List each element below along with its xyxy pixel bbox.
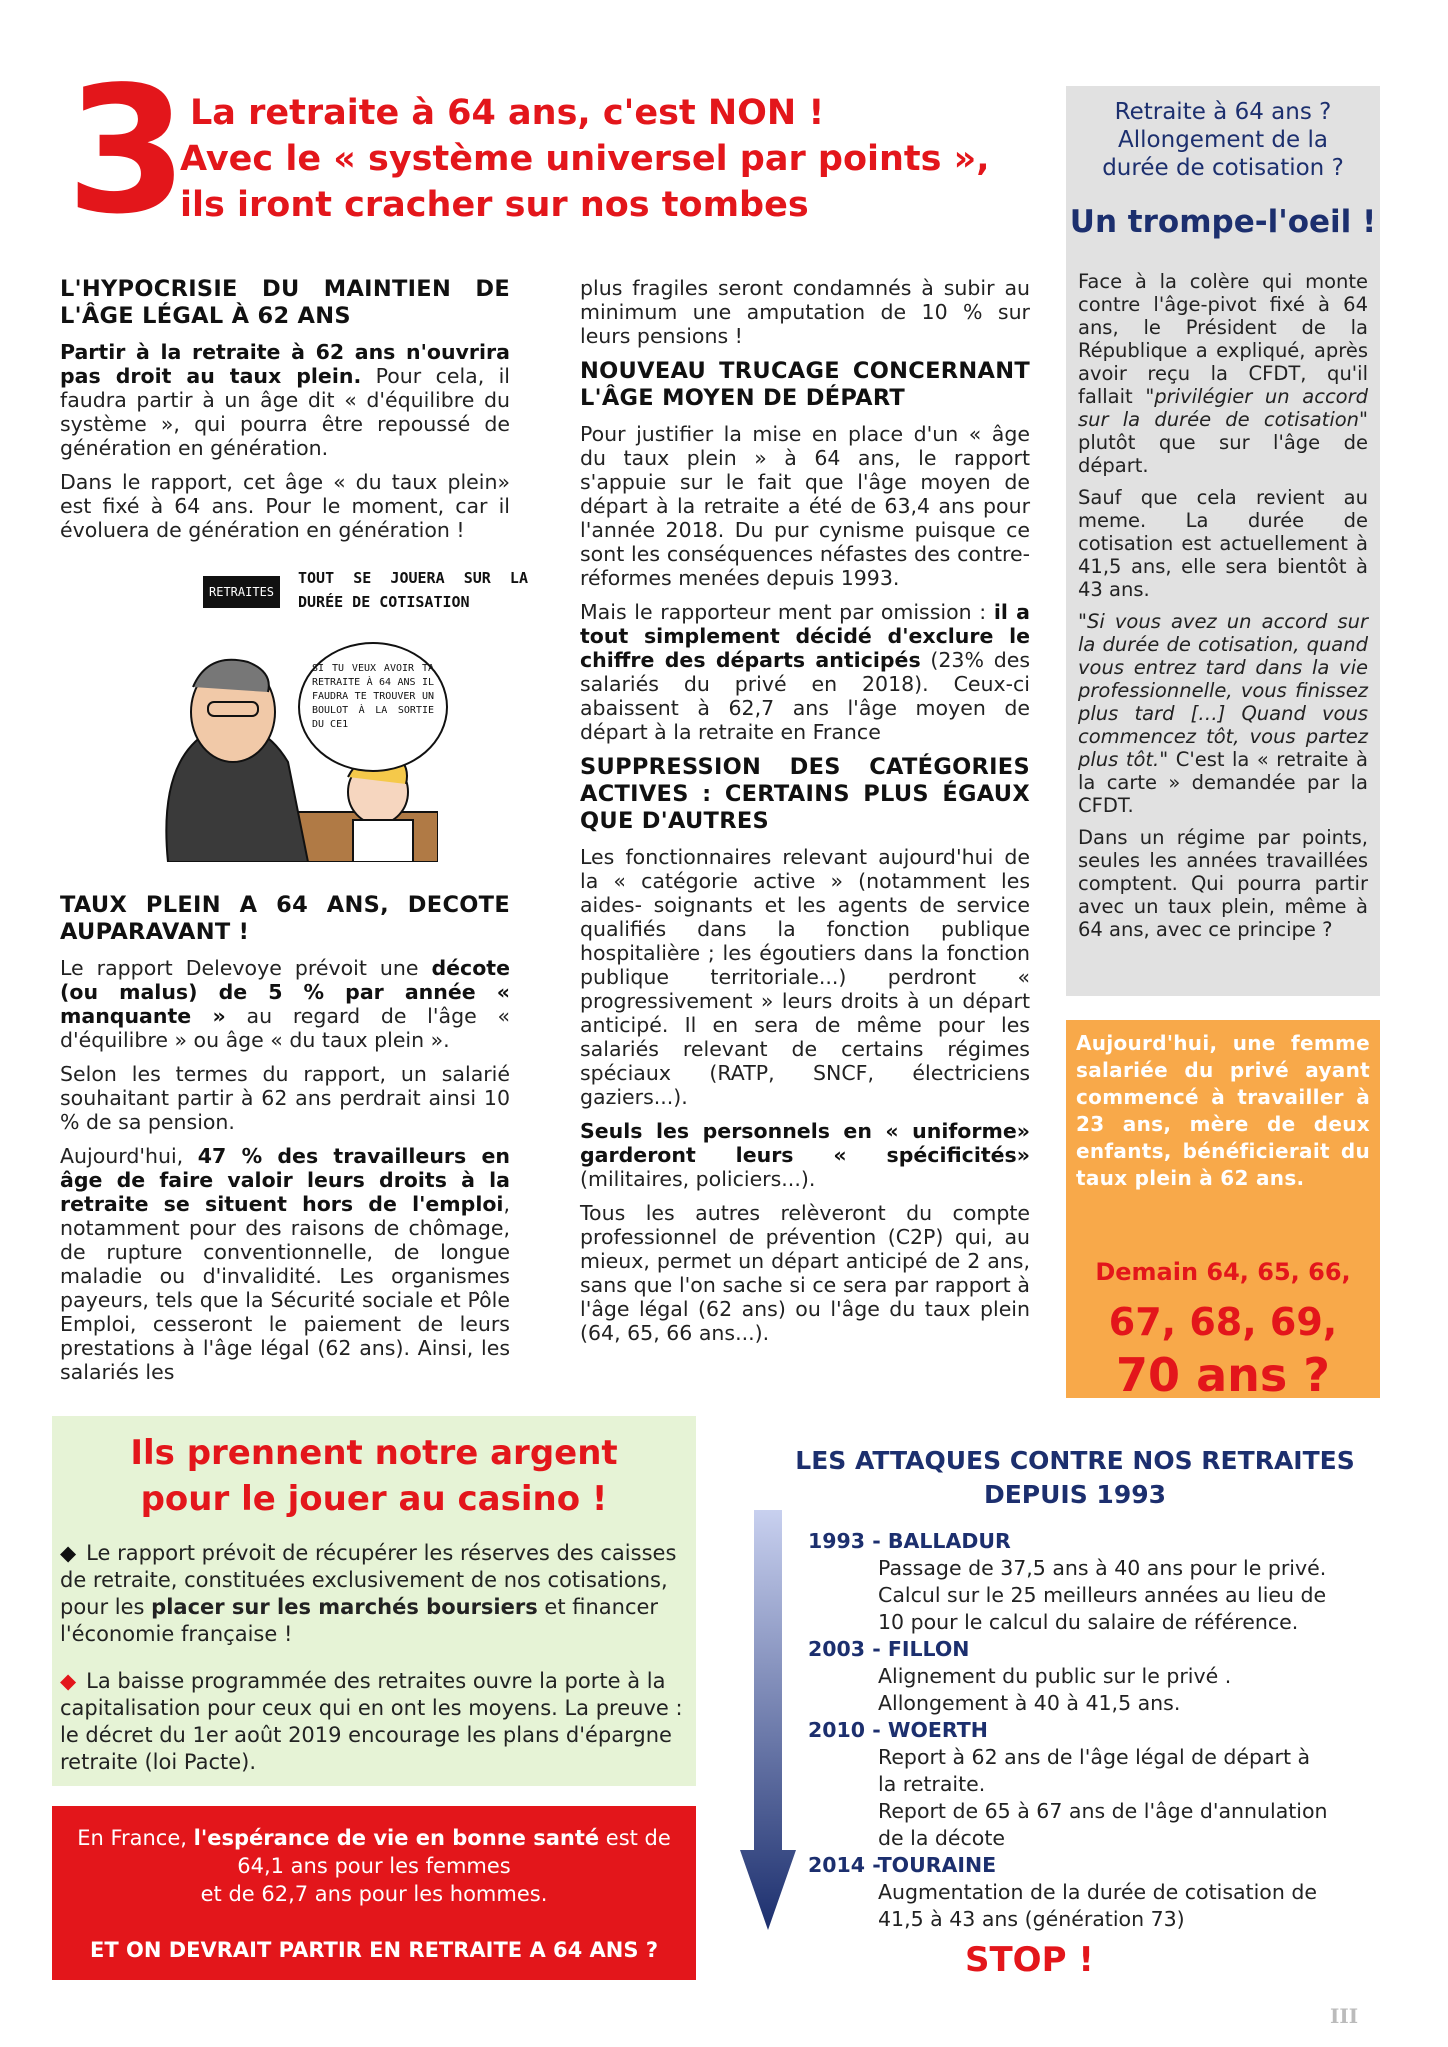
timeline-entry	[808, 1636, 1368, 1717]
timeline-line: Passage de 37,5 ans à 40 ans pour le privé.	[878, 1556, 1327, 1580]
timeline-arrow-icon	[740, 1510, 796, 1930]
text: Mais le rapporteur ment par omission :	[580, 600, 994, 624]
text: Le rapport Delevoye prévoit une	[60, 956, 432, 980]
green-callout	[52, 1416, 696, 1786]
column-2	[580, 276, 1030, 1355]
sidebar-heading	[1066, 98, 1380, 182]
bold-text: décote (ou malus) de 5 % par année « manquante »	[60, 956, 510, 1028]
timeline-line: la retraite.	[878, 1772, 986, 1796]
quote: "Si vous avez un accord sur la durée de cotisation, quand vous entrez tard dans la vie professionnelle, vous finissez plus tard […] Quand vous commencez tôt, vous partez plus tôt."	[1078, 610, 1368, 771]
paragraph	[60, 956, 510, 1052]
text: , notamment pour des raisons de chômage, de rupture conventionnelle, de longue maladie ou d'invalidité. Les organismes payeurs, tels que la Sécurité sociale et Pôle Emploi, cesseront le paiement de leurs prestations à l'âge légal (62 ans). Ainsi, les salariés les	[60, 1192, 510, 1384]
paragraph: Dans un régime par points, seules les années travaillées comptent. Qui pourra partir avec un taux plein, même à 64 ans, avec ce principe ?	[1078, 826, 1368, 941]
paragraph	[580, 1119, 1030, 1191]
text: plutôt que sur l'âge de départ.	[1078, 431, 1368, 477]
cartoon-caption: TOUT SE JOUERA SUR LA DURÉE DE COTISATION	[298, 569, 528, 611]
text: Le rapport prévoit de récupérer les réserves des caisses de retraite, constituées exclusivement de nos cotisations, pour les	[60, 1541, 677, 1619]
timeline-title-line: DEPUIS 1993	[983, 1480, 1167, 1509]
timeline-line: Report de 65 à 67 ans de l'âge d'annulation	[878, 1799, 1328, 1823]
heading-trucage: NOUVEAU TRUCAGE CONCERNANT L'ÂGE MOYEN DE DÉPART	[580, 358, 1030, 411]
bold-text: il a tout simplement décidé d'exclure le chiffre des départs anticipés	[580, 600, 1030, 672]
green-bullet	[60, 1668, 690, 1776]
timeline-line: 41,5 à 43 ans (génération 73)	[878, 1907, 1185, 1931]
title-line-3: ils iront cracher sur nos tombes	[180, 185, 809, 225]
text: Aujourd'hui,	[60, 1144, 198, 1168]
paragraph	[60, 340, 510, 460]
sidebar-box	[1066, 86, 1380, 996]
red-line-3: et de 62,7 ans pour les hommes.	[200, 1882, 548, 1906]
timeline-title	[740, 1444, 1410, 1512]
orange-callout	[1066, 1020, 1380, 1402]
column-1	[60, 276, 528, 1394]
timeline-entry	[808, 1528, 1368, 1636]
paragraph: Tous les autres relèveront du compte professionnel de prévention (C2P) qui, au mieux, permet un départ anticipé de 2 ans, sans que l'on sache si ce sera par rapport à l'âge légal (62 ans) ou l'âge du taux plein (64, 65, 66 ans...).	[580, 1201, 1030, 1345]
timeline-line: de la décote	[878, 1826, 1006, 1850]
orange-line-2: 67, 68, 69,	[1108, 1300, 1338, 1344]
paragraph: Selon les termes du rapport, un salarié souhaitant partir à 62 ans perdrait ainsi 10 % de sa pension.	[60, 1062, 510, 1134]
timeline-year: 1993 - BALLADUR	[808, 1529, 1011, 1553]
paragraph	[1078, 270, 1368, 477]
paragraph: Les fonctionnaires relevant aujourd'hui de la « catégorie active » (notamment les aides- soignants et les agents de service qualifiés dans la fonction publique hospitalière ; les égoutiers dans la fonction publique territoriale...) perdront « progressivement » leurs droits à un départ anticipé. Il en sera de même pour les salariés relevant de certains régimes spéciaux (RATP, SNCF, électriciens gaziers...).	[580, 845, 1030, 1109]
timeline-year: 2010 - WOERTH	[808, 1718, 988, 1742]
timeline-year: 2003 - FILLON	[808, 1637, 970, 1661]
heading-suppression: SUPPRESSION DES CATÉGORIES ACTIVES : CERTAINS PLUS ÉGAUX QUE D'AUTRES	[580, 754, 1030, 834]
orange-text: Aujourd'hui, une femme salariée du privé ayant commencé à travailler à 23 ans, mère de deux enfants, bénéficierait du taux plein à 62 ans.	[1076, 1031, 1370, 1190]
paragraph	[1078, 610, 1368, 817]
page-number: III	[1330, 2004, 1359, 2028]
text: (militaires, policiers...).	[580, 1167, 816, 1191]
sidebar-title: Un trompe-l'oeil !	[1069, 204, 1377, 240]
timeline-line: Augmentation de la durée de cotisation de	[878, 1880, 1317, 1904]
paragraph: Sauf que cela revient au meme. La durée de cotisation est actuellement à 41,5 ans, elle sera bientôt à 43 ans.	[1078, 486, 1368, 601]
text: Face à la colère qui monte contre l'âge-pivot fixé à 64 ans, le Président de la République a expliqué, après avoir reçu la CFDT, qu'il fallait	[1078, 270, 1368, 408]
text: est de	[599, 1826, 671, 1850]
green-title-line: pour le jouer au casino !	[140, 1479, 608, 1519]
bold-text: Seuls les personnels en « uniforme» garderont leurs « spécificités»	[580, 1119, 1030, 1167]
bold-text: placer sur les marchés boursiers	[151, 1595, 538, 1619]
stop-label: STOP !	[965, 1940, 1094, 1980]
timeline-line: Alignement du public sur le privé .	[878, 1664, 1232, 1688]
text: (23% des salariés du privé en 2018). Ceux-ci abaissent à 62,7 ans l'âge moyen de départ à la retraite en France	[580, 648, 1030, 744]
timeline-entries	[808, 1528, 1368, 1933]
red-line-4: ET ON DEVRAIT PARTIR EN RETRAITE A 64 ANS ?	[89, 1938, 658, 1962]
bold-text: l'espérance de vie en bonne santé	[193, 1826, 600, 1850]
sidebar-body	[1078, 270, 1368, 950]
section-number: 3	[66, 50, 184, 253]
title-line-1: La retraite à 64 ans, c'est NON !	[190, 93, 825, 133]
red-callout	[52, 1806, 696, 1980]
timeline-year: 2014 -TOURAINE	[808, 1853, 997, 1877]
text: et financer l'économie française !	[60, 1595, 659, 1646]
green-title	[52, 1430, 696, 1522]
timeline-entry	[808, 1852, 1368, 1933]
sidebar-heading-line: Retraite à 64 ans ?	[1114, 99, 1332, 125]
heading-taux-plein: TAUX PLEIN A 64 ANS, DECOTE AUPARAVANT !	[60, 892, 510, 945]
text: En France,	[77, 1826, 194, 1850]
cartoon-tag: RETRAITES	[203, 576, 280, 608]
paragraph	[60, 1144, 510, 1384]
orange-line-3: 70 ans ?	[1116, 1348, 1330, 1402]
sidebar-heading-line: Allongement de la	[1118, 127, 1328, 153]
green-title-line: Ils prennent notre argent	[130, 1433, 618, 1473]
page-title	[180, 90, 1060, 228]
timeline-line: Allongement à 40 à 41,5 ans.	[878, 1691, 1181, 1715]
timeline-line: 10 pour le calcul du salaire de référence.	[878, 1610, 1299, 1634]
timeline-title-line: LES ATTAQUES CONTRE NOS RETRAITES	[795, 1446, 1355, 1475]
text: Pour cela, il faudra partir à un âge dit « d'équilibre du système », qui pourra être repoussé de génération en génération.	[60, 364, 510, 460]
timeline-line: Calcul sur le 25 meilleurs années au lieu de	[878, 1583, 1327, 1607]
green-bullet	[60, 1540, 690, 1648]
diamond-icon: ◆	[60, 1541, 77, 1565]
cartoon-illustration	[148, 562, 528, 862]
paragraph: Pour justifier la mise en place d'un « âge du taux plein » à 64 ans, le rapport s'appuie sur le fait que l'âge moyen de départ à la retraite a été de 63,4 ans pour l'année 2018. Du pur cynisme puisque ce sont les conséquences néfastes des contre-réformes menées depuis 1993.	[580, 422, 1030, 590]
diamond-icon: ◆	[60, 1669, 77, 1693]
red-line-2: 64,1 ans pour les femmes	[237, 1854, 511, 1878]
orange-line-1: Demain 64, 65, 66,	[1095, 1258, 1351, 1286]
heading-hypocrisie: L'HYPOCRISIE DU MAINTIEN DE L'ÂGE LÉGAL À 62 ANS	[60, 276, 510, 329]
text: La baisse programmée des retraites ouvre la porte à la capitalisation pour ceux qui en ont les moyens. La preuve : le décret du 1er août 2019 encourage les plans d'épargne retraite (loi Pacte).	[60, 1669, 683, 1774]
speech-bubble: SI TU VEUX AVOIR TA RETRAITE À 64 ANS IL FAUDRA TE TROUVER UN BOULOT À LA SORTIE DU CE1	[298, 642, 448, 772]
bold-text: Partir à la retraite à 62 ans n'ouvrira pas droit au taux plein.	[60, 340, 510, 388]
paragraph	[580, 600, 1030, 744]
timeline-line: Report à 62 ans de l'âge légal de départ à	[878, 1745, 1311, 1769]
paragraph: plus fragiles seront condamnés à subir au minimum une amputation de 10 % sur leurs pensions !	[580, 276, 1030, 348]
sidebar-heading-line: durée de cotisation ?	[1102, 155, 1344, 181]
text: C'est la « retraite à la carte » demandée par la CFDT.	[1078, 748, 1369, 817]
timeline-entry	[808, 1717, 1368, 1852]
title-line-2: Avec le « système universel par points »,	[180, 139, 990, 179]
red-line-1	[52, 1824, 696, 1852]
paragraph: Dans le rapport, cet âge « du taux plein» est fixé à 64 ans. Pour le moment, car il évoluera de génération en génération !	[60, 470, 510, 542]
text: au regard de l'âge « d'équilibre » ou âge « du taux plein ».	[60, 1004, 510, 1052]
bold-text: 47 % des travailleurs en âge de faire valoir leurs droits à la retraite se situent hors de l'emploi	[60, 1144, 510, 1216]
quote: "privilégier un accord sur la durée de cotisation"	[1078, 385, 1368, 431]
